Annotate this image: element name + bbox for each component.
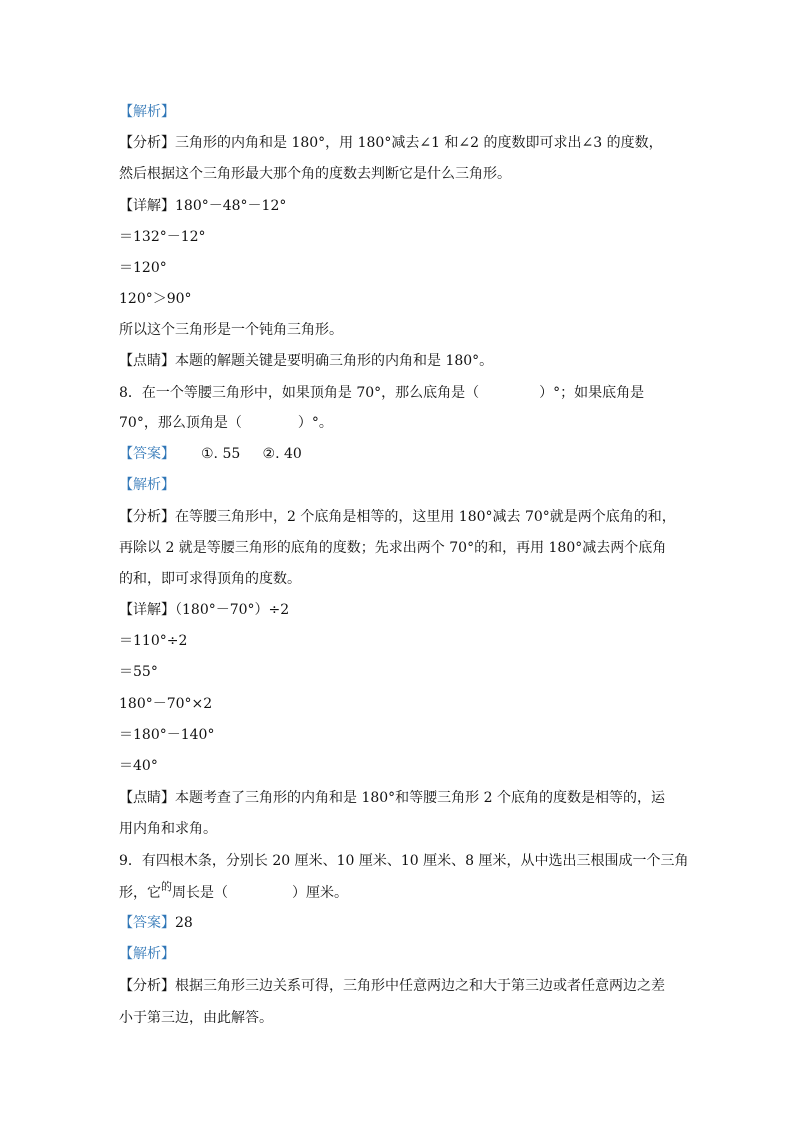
fenxi-tag: 【分析】 — [119, 509, 175, 525]
fenxi-tag: 【分析】 — [119, 135, 175, 151]
question-text: 70°，那么顶角是（ — [119, 415, 242, 431]
dianjing-tag: 【点睛】 — [119, 790, 175, 806]
q8-calc-line-4: 180°－70°×2 — [119, 696, 213, 712]
q8-calc-line-2: ＝110°÷2 — [119, 633, 188, 649]
q8-question-line-1 — [119, 383, 644, 403]
q7-analysis-heading — [119, 102, 175, 122]
dianjing-text: 本题的解题关键是要明确三角形的内角和是 180°。 — [175, 353, 494, 369]
question-text: 8．在一个等腰三角形中，如果顶角是 70°，那么底角是（ — [119, 385, 480, 401]
dianjing-text: 本题考查了三角形的内角和是 180°和等腰三角形 2 个底角的度数是相等的，运 — [175, 790, 665, 806]
q9-analysis-heading — [119, 944, 175, 964]
q9-question-line-1: 9．有四根木条，分别长 20 厘米、10 厘米、10 厘米、8 厘米，从中选出三根围成一个三角 — [119, 853, 689, 869]
question-text: 周长是（ — [172, 885, 228, 901]
superscript-char: 的 — [161, 880, 172, 893]
q9-fenxi-line-1 — [119, 976, 665, 996]
answer-text: ①. 55 ②. 40 — [201, 446, 302, 462]
answer-tag: 【答案】 — [119, 915, 175, 931]
question-text: 形，它 — [119, 885, 161, 901]
q8-fenxi-line-2: 再除以 2 就是等腰三角形的底角的度数；先求出两个 70°的和，再用 180°减去两个底角 — [119, 540, 667, 556]
q7-calc-line-2: ＝132°－12° — [119, 229, 206, 245]
dianjing-tag: 【点睛】 — [119, 353, 175, 369]
answer-text: 28 — [175, 915, 193, 931]
analysis-tag: 【解析】 — [119, 477, 175, 493]
fenxi-text: 三角形的内角和是 180°，用 180°减去∠1 和∠2 的度数即可求出∠3 的度数， — [175, 135, 663, 151]
q7-conclusion: 所以这个三角形是一个钝角三角形。 — [119, 322, 343, 338]
calc-text: （180°－70°）÷2 — [175, 602, 290, 618]
question-text: ）°；如果底角是 — [539, 385, 645, 401]
q8-calc-line-5: ＝180°－140° — [119, 727, 215, 743]
q8-dianjing-line-2: 用内角和求角。 — [119, 821, 217, 837]
q9-question-line-2 — [119, 880, 348, 904]
q7-calc-line-3: ＝120° — [119, 260, 167, 276]
q8-answer — [119, 444, 302, 464]
question-text: ）°。 — [297, 415, 333, 431]
analysis-tag: 【解析】 — [119, 104, 175, 120]
answer-tag: 【答案】 — [119, 446, 175, 462]
question-text: ）厘米。 — [292, 885, 348, 901]
xiangjie-tag: 【详解】 — [119, 198, 175, 214]
q7-fenxi-line-2: 然后根据这个三角形最大那个角的度数去判断它是什么三角形。 — [119, 166, 511, 182]
fenxi-text: 根据三角形三边关系可得，三角形中任意两边之和大于第三边或者任意两边之差 — [175, 978, 665, 994]
analysis-tag: 【解析】 — [119, 946, 175, 962]
q8-calc-line-3: ＝55° — [119, 664, 158, 680]
q7-fenxi-line-1 — [119, 133, 663, 153]
q8-calc-line-6: ＝40° — [119, 758, 158, 774]
q8-xiangjie-line-1 — [119, 600, 289, 620]
q8-fenxi-line-1 — [119, 507, 676, 527]
q8-question-line-2 — [119, 413, 333, 433]
q8-fenxi-line-3: 的和，即可求得顶角的度数。 — [119, 571, 301, 587]
q9-answer — [119, 913, 193, 933]
fenxi-tag: 【分析】 — [119, 978, 175, 994]
q8-analysis-heading — [119, 475, 175, 495]
xiangjie-tag: 【详解】 — [119, 602, 175, 618]
q7-calc-line-4: 120°＞90° — [119, 291, 192, 307]
q7-xiangjie-line-1 — [119, 196, 286, 216]
q7-dianjing — [119, 351, 493, 371]
calc-text: 180°－48°－12° — [175, 198, 287, 214]
q9-fenxi-line-2: 小于第三边，由此解答。 — [119, 1010, 273, 1026]
q8-dianjing-line-1 — [119, 788, 665, 808]
fenxi-text: 在等腰三角形中，2 个底角是相等的，这里用 180°减去 70°就是两个底角的和， — [175, 509, 676, 525]
